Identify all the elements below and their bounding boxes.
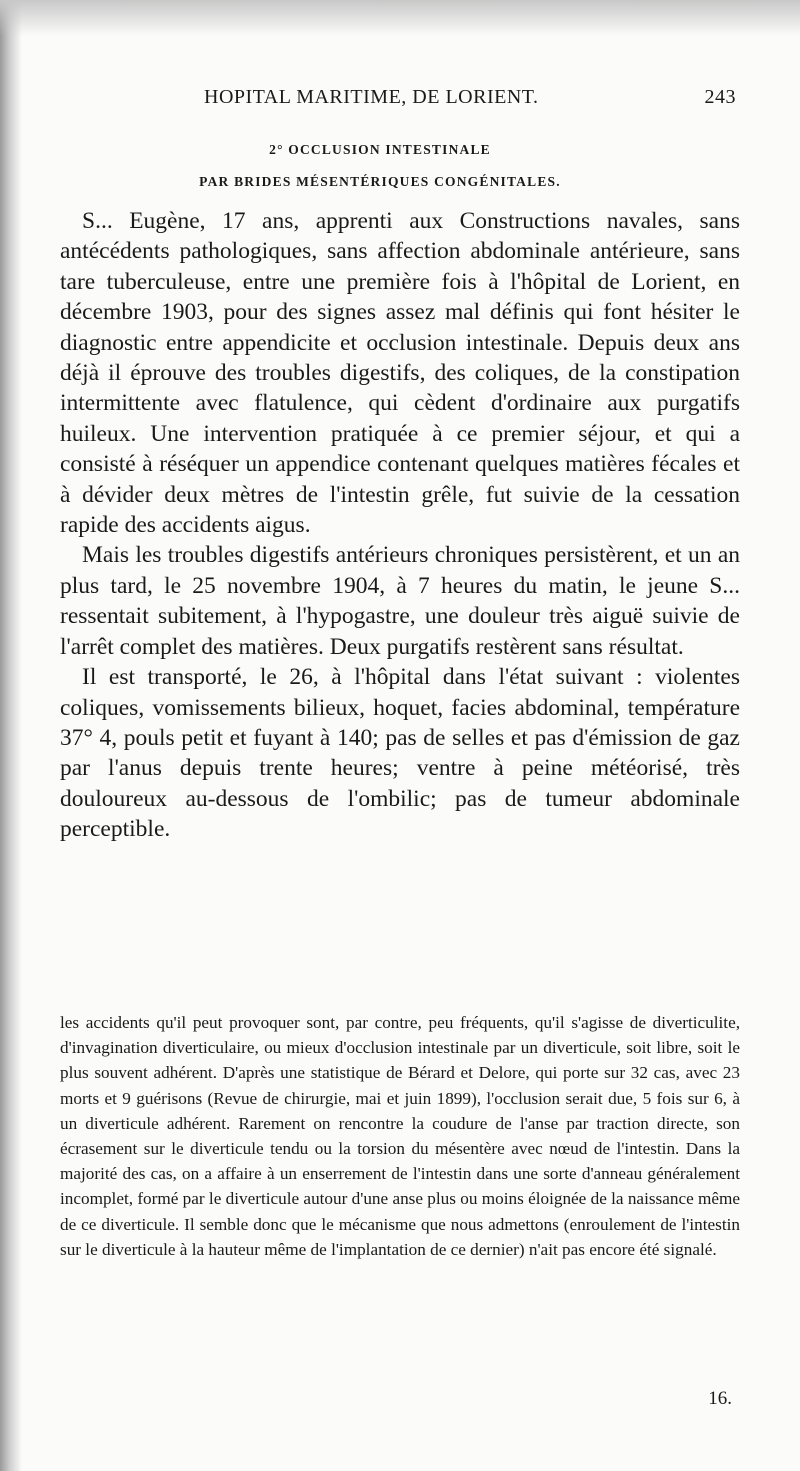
page-number: 243 [704,86,736,108]
body-text [60,206,740,845]
binding-shadow [0,0,22,1471]
footnote-text: les accidents qu'il peut provoquer sont, par contre, peu fréquents, qu'il s'agisse de diverticulite, d'invagination diverticulaire, ou mieux d'occlusion intestinale par un diverticule, soit libre, soit le plus souvent adhérent. D'après une statistique de Bérard et Delore, qui porte sur 32 cas, avec 23 morts et 9 guérisons (Revue de chirurgie, mai et juin 1899), l'occlusion serait due, 5 fois sur 6, à un diverticule adhérent. Rarement on rencontre la coudure de l'anse par traction directe, son écrasement sur le diverticule tendu ou la torsion du mésentère avec nœud de l'intestin. Dans la majorité des cas, on a affaire à un enserrement de l'intestin dans une sorte d'anneau généralement incomplet, formé par le diverticule autour d'une anse plus ou moins éloignée de la naissance même de ce diverticule. Il semble donc que le mécanisme que nous admettons (enroulement de l'intestin sur le diverticule à la hauteur même de l'implantation de ce dernier) n'ait pas encore été signalé. [60,1013,740,1259]
running-head [204,86,744,116]
paragraph-2: Mais les troubles digestifs antérieurs chroniques persistèrent, et un an plus tard, le 25 novembre 1904, à 7 heures du matin, le jeune S... ressentait subitement, à l'hypogastre, une douleur très aiguë suivie de l'arrêt complet des matières. Deux purgatifs restèrent sans résultat. [60,542,740,660]
paragraph-1: S... Eugène, 17 ans, apprenti aux Constructions navales, sans antécédents pathologiques, sans affection abdominale antérieure, sans tare tuberculeuse, entre une première fois à l'hôpital de Lorient, en décembre 1903, pour des signes assez mal définis qui font hésiter le diagnostic entre appendicite et occlusion intestinale. Depuis deux ans déjà il éprouve des troubles digestifs, des coliques, de la constipation intermittente avec flatulence, qui cèdent d'ordinaire aux purgatifs huileux. Une intervention pratiquée à ce premier séjour, et qui a consisté à réséquer un appendice contenant quelques matières fécales et à dévider deux mètres de l'intestin grêle, fut suivie de la cessation rapide des accidents aigus. [60,208,740,539]
signature-mark: 16. [708,1388,732,1409]
section-heading-line-2: PAR BRIDES MÉSENTÉRIQUES CONGÉNITALES. [199,174,561,189]
footnote [60,1010,740,1262]
top-edge-shadow [0,0,800,36]
running-title: HOPITAL MARITIME, DE LORIENT. [204,86,539,108]
section-heading-line-1: 2° OCCLUSION INTESTINALE [269,142,491,157]
paragraph-3: Il est transporté, le 26, à l'hôpital dans l'état suivant : violentes coliques, vomissements bilieux, hoquet, facies abdominal, température 37° 4, pouls petit et fuyant à 140; pas de selles et pas d'émission de gaz par l'anus depuis trente heures; ventre à peine météorisé, très douloureux au-dessous de l'ombilic; pas de tumeur abdominale perceptible. [60,664,740,843]
